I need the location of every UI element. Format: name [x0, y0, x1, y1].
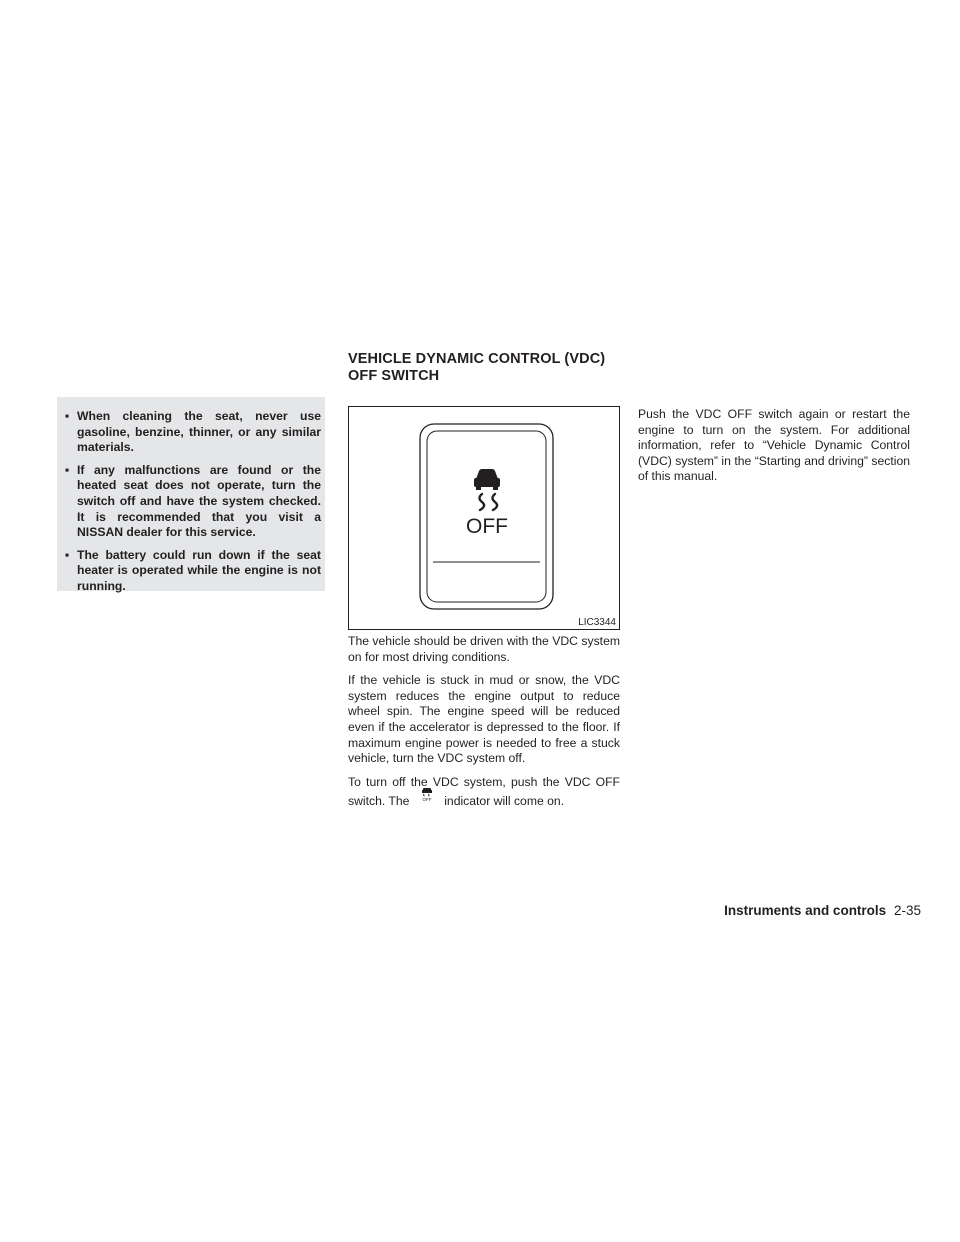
square-bullet-icon: ▪	[65, 409, 70, 423]
caution-item-text: If any malfunctions are found or the heated seat does not operate, turn the switch off and have the system checked. It is recommended that you visit a NISSAN dealer for this service.	[77, 462, 321, 540]
body-paragraph: If the vehicle is stuck in mud or snow, the VDC system reduces the engine output to reduce wheel spin. The engine speed will be reduced even if the accelerator is depressed to the floor. If maximum engine power is needed to free a stuck vehicle, turn the VDC system off.	[348, 673, 620, 766]
section-heading	[348, 351, 628, 385]
section-heading-line2: OFF SWITCH	[348, 368, 440, 384]
caution-box	[57, 397, 325, 591]
caution-item-text: When cleaning the seat, never use gasoline, benzine, thinner, or any similar materials.	[77, 409, 321, 455]
body-paragraph-text: indicator will come on.	[444, 794, 565, 809]
square-bullet-icon: ▪	[65, 547, 70, 562]
footer-section-title: Instruments and controls	[724, 903, 887, 918]
caution-item	[63, 409, 321, 456]
caution-item-text: The battery could run down if the seat heater is operated while the engine is not running.	[77, 547, 321, 593]
body-paragraph: Push the VDC OFF switch again or restart the engine to turn on the system. For additional information, refer to “Vehicle Dynamic Control (VDC) system” in the “Starting and driving” section of this manual.	[638, 407, 910, 484]
body-paragraph	[348, 775, 620, 810]
vdc-switch-figure	[348, 406, 620, 630]
section-heading-line1: VEHICLE DYNAMIC CONTROL (VDC)	[348, 351, 606, 367]
vdc-off-switch-illustration	[349, 407, 619, 629]
caution-item	[63, 548, 321, 595]
caution-list	[63, 409, 321, 595]
body-paragraph-text: To turn off the VDC system, push the VDC OFF switch. The	[348, 774, 620, 809]
page-footer	[724, 903, 921, 918]
vdc-off-indicator-icon	[414, 790, 440, 804]
car-skid-icon	[474, 469, 500, 510]
body-column-right	[638, 407, 910, 493]
caution-item	[63, 463, 321, 541]
page-number: 2-35	[893, 903, 921, 918]
switch-off-label: OFF	[466, 515, 508, 538]
svg-text:OFF: OFF	[422, 797, 432, 803]
body-paragraph: The vehicle should be driven with the VDC system on for most driving conditions.	[348, 634, 620, 664]
body-column-middle	[348, 634, 620, 818]
figure-code: LIC3344	[578, 617, 616, 628]
square-bullet-icon: ▪	[65, 462, 70, 477]
